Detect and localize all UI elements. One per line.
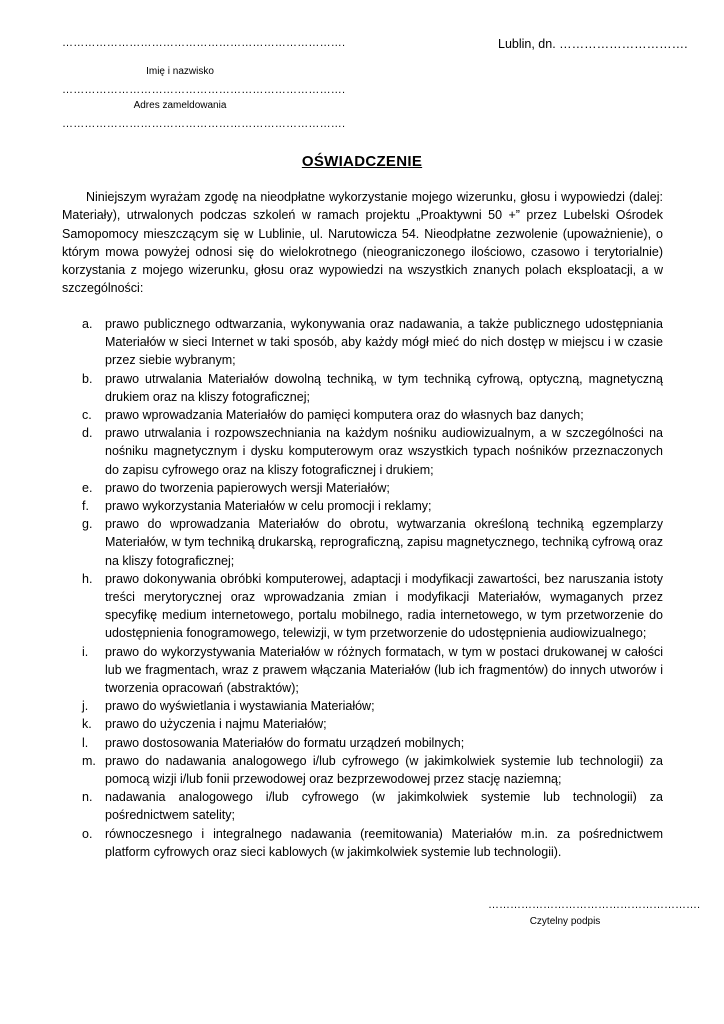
list-item-text: nadawania analogowego i/lub cyfrowego (w jakimkolwiek systemie lub technologii) za pośrednictwem satelity; — [105, 790, 663, 823]
list-item — [62, 424, 663, 479]
list-marker: b. — [82, 371, 93, 386]
list-item-text: równoczesnego i integralnego nadawania (reemitowania) Materiałów m.in. za pośrednictwem platform cyfrowych oraz sieci kablowych (w jakimkolwiek systemie lub technologii). — [105, 826, 663, 859]
list-item-text: prawo utrwalania i rozpowszechniania na każdym nośniku audiowizualnym, a w szczególności na nośniku magnetycznym i dysku komputerowym oraz wszystkich typach nośników przeznaczonych do zapisu cyfrowego oraz na kliszy fotograficznej i drukiem; — [105, 426, 663, 477]
list-item — [62, 715, 663, 733]
list-item — [62, 643, 663, 698]
list-item-text: prawo publicznego odtwarzania, wykonywania oraz nadawania, a także publicznego udostępniania Materiałów w sieci Internet w taki sposób, aby każdy mógł mieć do nich dostęp w miejscu i w czasie przez siebie wybranym; — [105, 317, 663, 368]
name-line: …………………………………………………………………. — [62, 37, 346, 49]
list-item-text: prawo utrwalania Materiałów dowolną techniką, w tym techniką cyfrową, optyczną, magnetyczną drukiem oraz na kliszy fotograficznej; — [105, 371, 663, 404]
list-item-text: prawo do wprowadzania Materiałów do obrotu, wytwarzania określoną techniką egzemplarzy Materiałów, w tym techniką drukarską, reprograficzną, zapisu magnetycznego, techniką cyfrową oraz na kliszy fotograficznej; — [105, 517, 663, 568]
list-item — [62, 515, 663, 570]
list-item — [62, 406, 663, 424]
list-marker: e. — [82, 480, 93, 495]
list-item — [62, 370, 663, 406]
list-item-text: prawo do tworzenia papierowych wersji Materiałów; — [105, 480, 390, 495]
list-item — [62, 788, 663, 824]
list-item-text: prawo do wykorzystywania Materiałów w różnych formatach, w tym w postaci drukowanej w całości lub we fragmentach, wraz z prawem włączania Materiałów (lub ich fragmentów) do innych utworów i tworzenia opracowań (abstraktów); — [105, 644, 663, 696]
list-item-text: prawo wykorzystania Materiałów w celu promocji i reklamy; — [105, 499, 432, 514]
intro-paragraph: Niniejszym wyrażam zgodę na nieodpłatne wykorzystanie mojego wizerunku, głosu i wypowiedzi (dalej: Materiały), utrwalonych podczas szkoleń w ramach projektu „Proaktywni 50 +” przez Lubelski Ośrodek Samopomocy mieszczącym się w Lublinie, ul. Narutowicza 54. Nieodpłatne zezwolenie (upoważnienie), o którym mowa powyżej odnosi się do wielokrotnego (nieograniczonego ilościowo, czasowo i terytorialnie) korzystania z mojego wizerunku, głosu oraz wypowiedzi na wszystkich znanych polach eksploatacji, a w szczególności: — [62, 190, 663, 296]
list-marker: k. — [82, 717, 92, 732]
signature-caption: Czytelny podpis — [529, 916, 601, 927]
list-marker: n. — [82, 790, 93, 805]
list-item — [62, 497, 663, 515]
signature-line: …………………………………………………. — [488, 899, 701, 911]
list-marker: l. — [82, 735, 89, 750]
address-line: …………………………………………………………………. — [62, 84, 346, 96]
list-item-text: prawo dostosowania Materiałów do formatu urządzeń mobilnych; — [105, 735, 465, 750]
list-marker: o. — [82, 826, 93, 841]
name-caption: Imię i nazwisko — [146, 66, 214, 77]
list-marker: j. — [82, 699, 89, 714]
list-marker: i. — [82, 644, 89, 659]
list-marker: f. — [82, 499, 89, 514]
list-item — [62, 825, 663, 861]
list-item-text: prawo do nadawania analogowego i/lub cyfrowego (w jakimkolwiek systemie lub technologii) za pomocą wizji i/lub fonii przewodowej oraz bezprzewodowej przez stację naziemną; — [105, 753, 663, 787]
list-item-text: prawo do użyczenia i najmu Materiałów; — [105, 717, 327, 732]
list-item-text: prawo dokonywania obróbki komputerowej, adaptacji i modyfikacji zawartości, bez naruszania istoty treści merytorycznej oraz wprowadzania zmian i modyfikacji Materiałów, wymaganych przez specyfikę medium internetowego, portalu mobilnego, radia internetowego, w tym przetworzenie do udostępnienia fonogramowego, telewizji, w tym przetworzenie do udostępnienia audiowizualnego; — [105, 571, 663, 641]
document-title: OŚWIADCZENIE — [301, 153, 423, 170]
list-item — [62, 752, 663, 788]
permissions-list — [62, 315, 663, 861]
list-marker: h. — [82, 571, 93, 586]
city-date: Lublin, dn. …………………………. — [498, 37, 688, 51]
list-marker: a. — [82, 317, 93, 331]
list-item — [62, 570, 663, 643]
list-item-text: prawo wprowadzania Materiałów do pamięci komputera oraz do własnych baz danych; — [105, 408, 584, 423]
list-item — [62, 479, 663, 497]
list-item — [62, 697, 663, 715]
list-item — [62, 315, 663, 370]
list-marker: d. — [82, 426, 93, 441]
list-marker: m. — [82, 753, 96, 768]
list-marker: c. — [82, 408, 92, 423]
address-caption: Adres zameldowania — [133, 100, 227, 111]
address-line-2: …………………………………………………………………. — [62, 118, 346, 130]
list-marker: g. — [82, 517, 93, 532]
list-item-text: prawo do wyświetlania i wystawiania Materiałów; — [105, 699, 375, 714]
list-item — [62, 734, 663, 752]
